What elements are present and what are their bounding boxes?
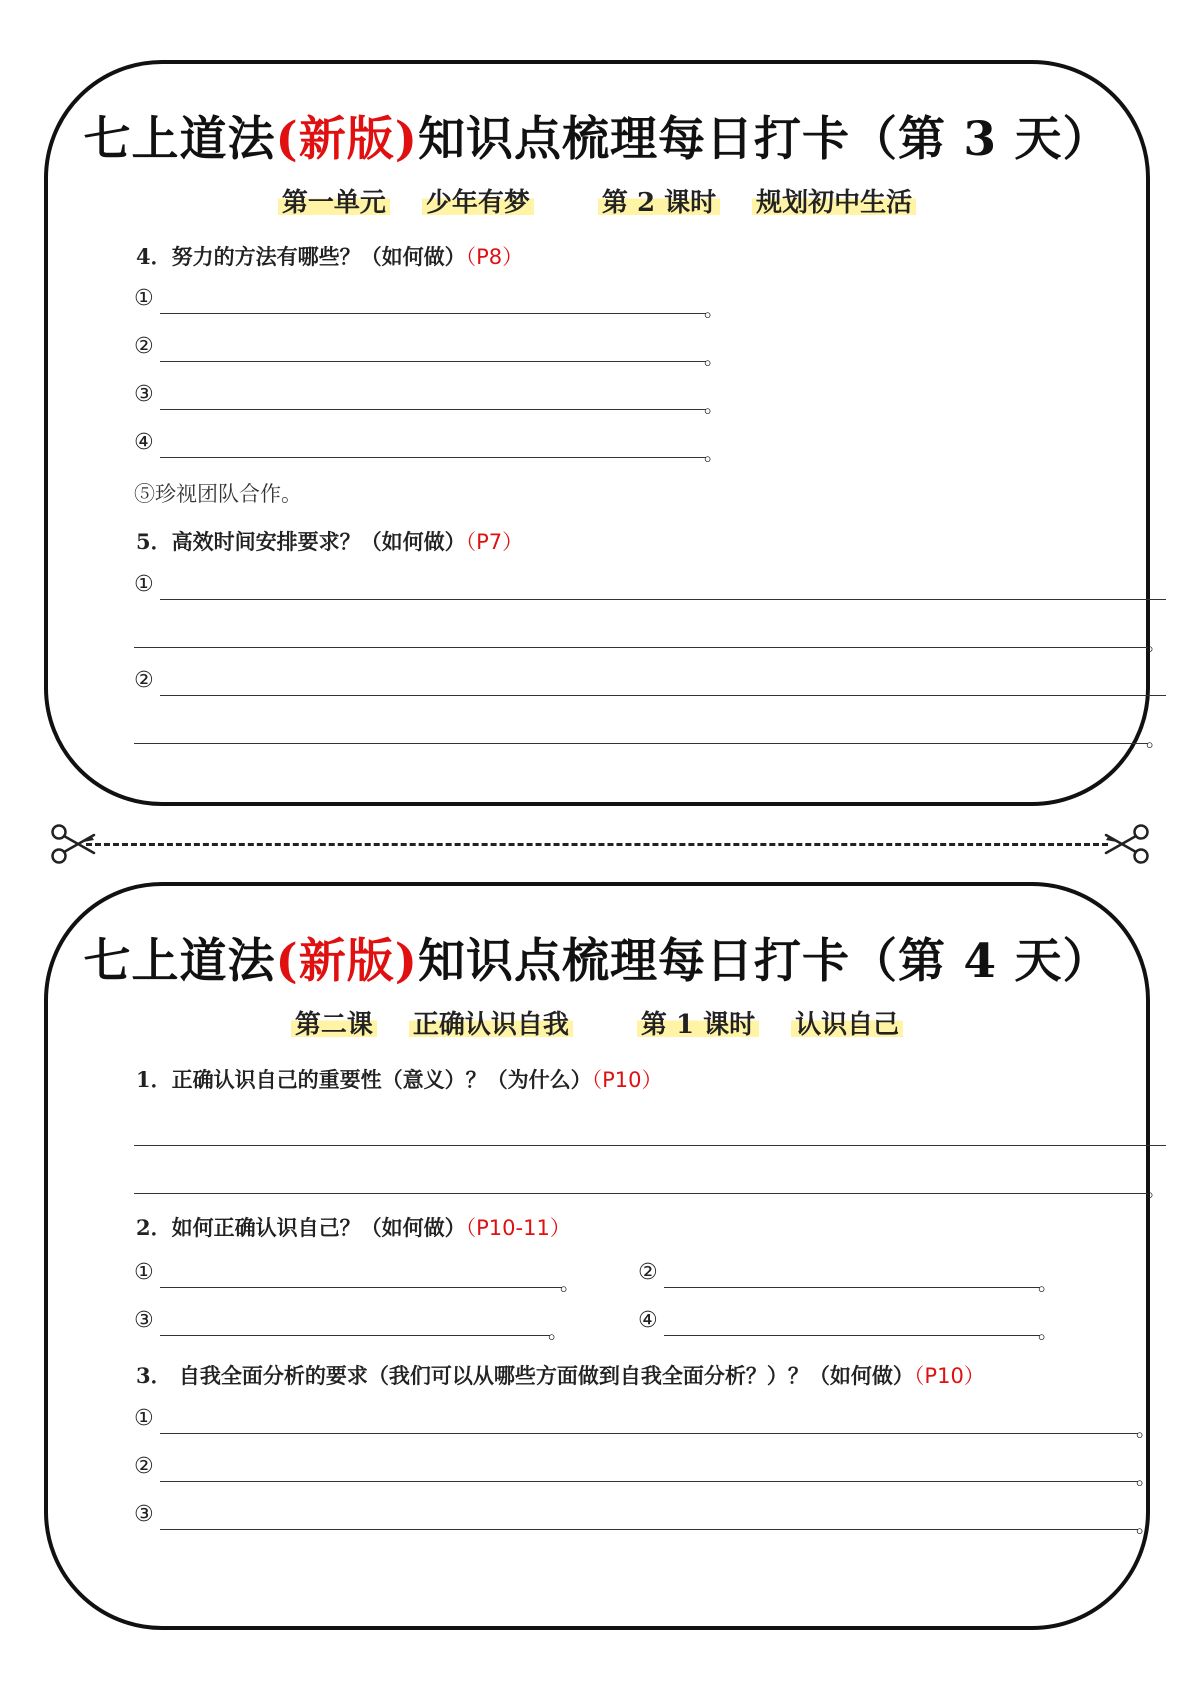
end-mark: 。 xyxy=(1136,1465,1156,1489)
item-number: ④ xyxy=(638,1308,658,1333)
given-answer: ⑤珍视团队合作。 xyxy=(134,482,302,506)
card-title xyxy=(48,924,1146,991)
question-text: 2．如何正确认识自己？（如何做） xyxy=(136,1215,466,1240)
worksheet-card-day-3 xyxy=(44,60,1166,806)
item-number: ① xyxy=(134,1260,154,1285)
page-ref: （P8） xyxy=(465,245,524,269)
answer-blank[interactable] xyxy=(134,572,1166,600)
question-5 xyxy=(136,526,523,556)
answer-blank[interactable] xyxy=(134,1118,1166,1146)
answer-blank[interactable] xyxy=(134,1454,1156,1489)
title-text: 七上道法 xyxy=(83,934,276,989)
title-edition: (新版) xyxy=(275,112,419,167)
answer-blank[interactable] xyxy=(134,1406,1156,1441)
lesson-name: 正确认识自我 xyxy=(409,1010,573,1040)
answer-blank[interactable] xyxy=(134,382,724,417)
end-mark: 。 xyxy=(1038,1319,1058,1343)
question-3 xyxy=(136,1360,985,1390)
question-2 xyxy=(136,1212,571,1242)
period-label: 第 1 课时 xyxy=(637,1010,759,1040)
item-number: ① xyxy=(134,1406,154,1431)
item-number: ① xyxy=(134,286,154,311)
end-mark: 。 xyxy=(1146,727,1166,751)
answer-blank-continued[interactable] xyxy=(134,1166,1166,1201)
answer-blank-continued[interactable] xyxy=(134,716,1166,751)
title-text: 七上道法 xyxy=(83,112,276,167)
page-ref: （P10） xyxy=(913,1364,985,1388)
title-day: 知识点梳理每日打卡（第 3 天） xyxy=(418,112,1111,167)
end-mark: 。 xyxy=(1136,1513,1156,1537)
end-mark: 。 xyxy=(704,297,724,321)
end-mark: 。 xyxy=(1146,631,1166,655)
unit-label: 第一单元 xyxy=(278,188,390,218)
page-ref: （P7） xyxy=(465,530,524,554)
question-text: 1．正确认识自己的重要性（意义）？（为什么） xyxy=(136,1067,592,1092)
question-text: 3． 自我全面分析的要求（我们可以从哪些方面做到自我全面分析？）？（如何做） xyxy=(136,1363,914,1388)
answer-blank[interactable] xyxy=(638,1308,1058,1343)
item-number: ② xyxy=(134,1454,154,1479)
question-4 xyxy=(136,241,523,271)
end-mark: 。 xyxy=(560,1271,580,1295)
end-mark: 。 xyxy=(704,393,724,417)
lesson-label: 第二课 xyxy=(291,1010,377,1040)
end-mark: 。 xyxy=(548,1319,568,1343)
end-mark: 。 xyxy=(1038,1271,1058,1295)
answer-blank[interactable] xyxy=(134,1260,580,1295)
answer-blank[interactable] xyxy=(134,286,724,321)
lesson-subtitle xyxy=(48,1004,1146,1041)
end-mark: 。 xyxy=(1136,1417,1156,1441)
lesson-name: 规划初中生活 xyxy=(752,188,916,218)
lesson-label: 第 2 课时 xyxy=(598,188,720,218)
answer-blank[interactable] xyxy=(134,430,724,465)
cut-line xyxy=(86,843,1108,846)
lesson-subtitle xyxy=(48,182,1146,219)
item-number: ② xyxy=(134,668,154,693)
item-number: ① xyxy=(134,572,154,597)
question-text: 5．高效时间安排要求？（如何做） xyxy=(136,529,466,554)
worksheet-card-day-4 xyxy=(44,882,1166,1630)
item-number: ④ xyxy=(134,430,154,455)
answer-blank[interactable] xyxy=(134,1502,1156,1537)
question-text: 4．努力的方法有哪些？（如何做） xyxy=(136,244,466,269)
card-title xyxy=(48,102,1146,169)
end-mark: 。 xyxy=(704,345,724,369)
page-ref: （P10） xyxy=(591,1068,663,1092)
title-day: 知识点梳理每日打卡（第 4 天） xyxy=(418,934,1111,989)
item-number: ② xyxy=(638,1260,658,1285)
answer-blank[interactable] xyxy=(134,668,1166,696)
period-name: 认识自己 xyxy=(791,1010,903,1040)
title-edition: (新版) xyxy=(275,934,419,989)
item-number: ③ xyxy=(134,1308,154,1333)
answer-blank[interactable] xyxy=(134,1308,568,1343)
unit-name: 少年有梦 xyxy=(422,188,534,218)
question-1 xyxy=(136,1064,663,1094)
answer-blank-continued[interactable] xyxy=(134,620,1166,655)
scissors-icon xyxy=(1104,823,1150,865)
answer-blank[interactable] xyxy=(134,334,724,369)
item-number: ③ xyxy=(134,1502,154,1527)
item-number: ③ xyxy=(134,382,154,407)
item-number: ② xyxy=(134,334,154,359)
end-mark: 。 xyxy=(1146,1177,1166,1201)
answer-blank[interactable] xyxy=(638,1260,1058,1295)
end-mark: 。 xyxy=(704,441,724,465)
page-ref: （P10-11） xyxy=(465,1216,571,1240)
